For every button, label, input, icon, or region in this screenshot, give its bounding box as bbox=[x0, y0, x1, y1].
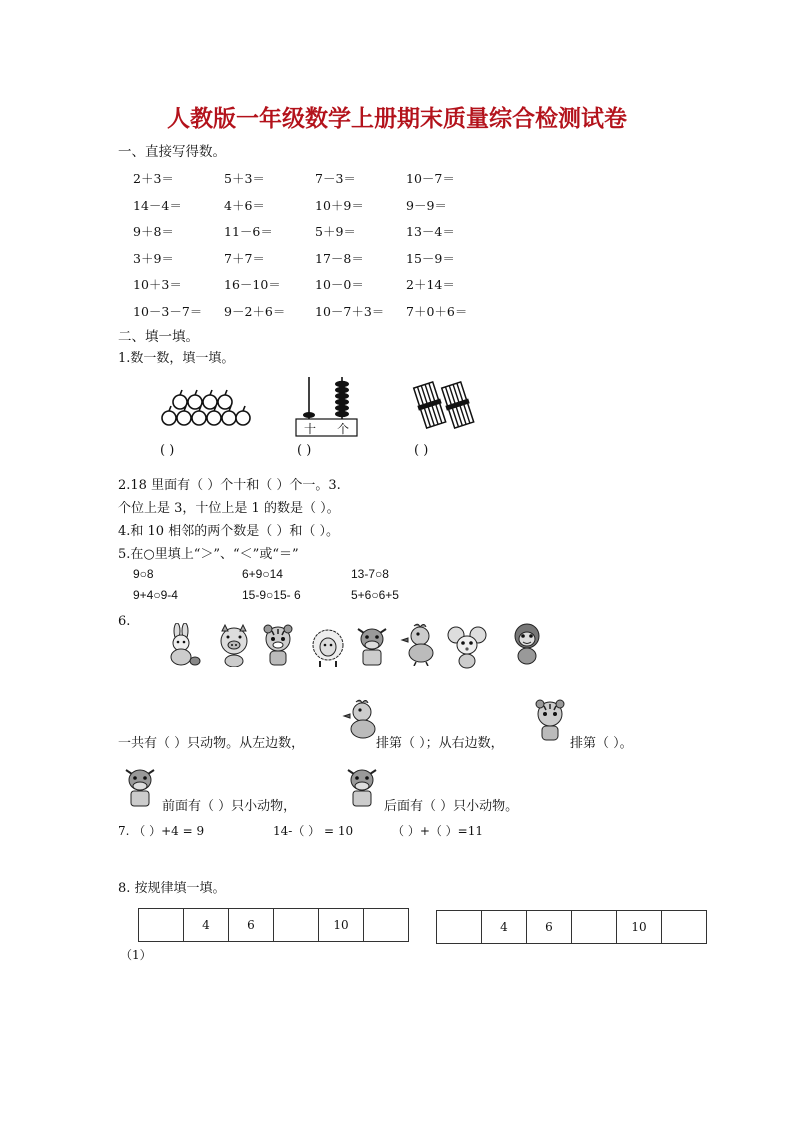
tiger-image bbox=[258, 623, 298, 667]
calc-grid bbox=[133, 165, 513, 324]
sequence-cell: 4 bbox=[184, 909, 229, 942]
sheep-image bbox=[308, 625, 348, 669]
q5-text: 5.在○里填上“＞”、“＜”或“＝” bbox=[118, 547, 299, 562]
calc-item: 14－4＝ bbox=[133, 197, 182, 213]
sequence-cell[interactable] bbox=[274, 909, 319, 942]
calc-item: 10－7＝ bbox=[406, 171, 455, 187]
sequence-cell[interactable] bbox=[662, 911, 707, 944]
q6-label: 6. bbox=[118, 614, 131, 629]
q5-row bbox=[133, 567, 460, 582]
pig-image bbox=[214, 623, 254, 667]
q6-line2-start: 前面有（ ）只小动物， bbox=[162, 799, 297, 814]
calc-row bbox=[133, 192, 513, 219]
monkey-image bbox=[507, 621, 547, 665]
compare-item: 5+6○6+5 bbox=[351, 588, 399, 602]
q8-sub-label: （1） bbox=[120, 948, 152, 962]
calc-item: 10＋9＝ bbox=[315, 197, 364, 213]
compare-item: 15-9○15- 6 bbox=[242, 588, 301, 602]
sequence-cell[interactable] bbox=[572, 911, 617, 944]
calc-item: 5＋9＝ bbox=[315, 224, 356, 240]
sequence-cell: 6 bbox=[527, 911, 572, 944]
cow-image bbox=[352, 623, 392, 667]
calc-item: 9－9＝ bbox=[406, 197, 447, 213]
compare-item: 13-7○8 bbox=[351, 567, 389, 581]
calc-row bbox=[133, 298, 513, 325]
sequence-table-2 bbox=[436, 910, 707, 944]
page-title: 人教版一年级数学上册期末质量综合检测试卷 bbox=[167, 106, 627, 132]
q4-text: 4.和 10 相邻的两个数是（ ）和（ ）。 bbox=[118, 524, 339, 539]
cow-image bbox=[120, 764, 160, 808]
calc-item: 3＋9＝ bbox=[133, 250, 174, 266]
tiger-image bbox=[530, 698, 570, 742]
q6-line1-middle: 排第（ ）；从右边数， bbox=[376, 736, 504, 751]
q1-blank-apples[interactable]: ( ) bbox=[160, 443, 175, 458]
q2-text: 2.18 里面有（ ）个十和（ ）个一。3. bbox=[118, 478, 341, 493]
compare-item: 9+4○9-4 bbox=[133, 588, 178, 602]
sequence-cell[interactable] bbox=[139, 909, 184, 942]
q1-blank-abacus[interactable]: ( ) bbox=[297, 443, 312, 458]
calc-item: 7＋0＋6＝ bbox=[406, 303, 468, 319]
calc-item: 9＋8＝ bbox=[133, 224, 174, 240]
calc-item: 2＋3＝ bbox=[133, 171, 174, 187]
calc-item: 4＋6＝ bbox=[224, 197, 265, 213]
apples-image bbox=[157, 385, 251, 433]
q7-part-b: 14-（ ） = 10 bbox=[273, 824, 354, 838]
stick-bundles-image bbox=[412, 380, 476, 430]
q8-text: 8. 按规律填一填。 bbox=[118, 881, 226, 896]
q6-line2-end: 后面有（ ）只小动物。 bbox=[384, 799, 519, 814]
calc-item: 10＋3＝ bbox=[133, 277, 182, 293]
calc-row bbox=[133, 218, 513, 245]
calc-item: 15－9＝ bbox=[406, 250, 455, 266]
section1-heading: 一、直接写得数。 bbox=[118, 144, 226, 160]
q5-row bbox=[133, 588, 460, 603]
sequence-cell[interactable] bbox=[364, 909, 409, 942]
section2-heading: 二、填一填。 bbox=[118, 329, 199, 345]
calc-row bbox=[133, 165, 513, 192]
calc-item: 9－2＋6＝ bbox=[224, 303, 286, 319]
calc-item: 10－3－7＝ bbox=[133, 303, 203, 319]
sequence-cell: 10 bbox=[617, 911, 662, 944]
sequence-table-1 bbox=[138, 908, 409, 942]
q1-text: 1.数一数，填一填。 bbox=[118, 351, 235, 366]
sequence-cell: 10 bbox=[319, 909, 364, 942]
cow-image bbox=[342, 764, 382, 808]
q6-line1-start: 一共有（ ）只动物。从左边数， bbox=[118, 736, 305, 751]
sequence-cell: 4 bbox=[482, 911, 527, 944]
q1-blank-sticks[interactable]: ( ) bbox=[414, 443, 429, 458]
rabbit-image bbox=[163, 623, 203, 667]
calc-item: 7＋7＝ bbox=[224, 250, 265, 266]
calc-item: 16－10＝ bbox=[224, 277, 281, 293]
abacus-image bbox=[295, 375, 359, 437]
calc-item: 11－6＝ bbox=[224, 224, 273, 240]
calc-item: 10－7＋3＝ bbox=[315, 303, 385, 319]
q3-text: 个位上是 3，十位上是 1 的数是（ ）。 bbox=[118, 501, 340, 516]
chicken-image bbox=[400, 622, 440, 666]
calc-item: 7－3＝ bbox=[315, 171, 356, 187]
q6-line1-end: 排第（ ）。 bbox=[570, 736, 633, 751]
calc-item: 13－4＝ bbox=[406, 224, 455, 240]
calc-item: 17－8＝ bbox=[315, 250, 364, 266]
calc-row bbox=[133, 245, 513, 272]
q7-part-c: （ ）+（ ）=11 bbox=[392, 824, 484, 838]
calc-item: 2＋14＝ bbox=[406, 277, 455, 293]
abacus-tens-label: 十 bbox=[304, 422, 317, 436]
compare-item: 9○8 bbox=[133, 567, 154, 581]
abacus-ones-label: 个 bbox=[337, 422, 350, 436]
calc-item: 5＋3＝ bbox=[224, 171, 265, 187]
sequence-cell: 6 bbox=[229, 909, 274, 942]
calc-row bbox=[133, 271, 513, 298]
calc-item: 10－0＝ bbox=[315, 277, 364, 293]
mouse-image bbox=[447, 625, 487, 669]
q7-part-a: 7. （ ）+4 = 9 bbox=[118, 824, 205, 838]
compare-item: 6+9○14 bbox=[242, 567, 283, 581]
sequence-cell[interactable] bbox=[437, 911, 482, 944]
